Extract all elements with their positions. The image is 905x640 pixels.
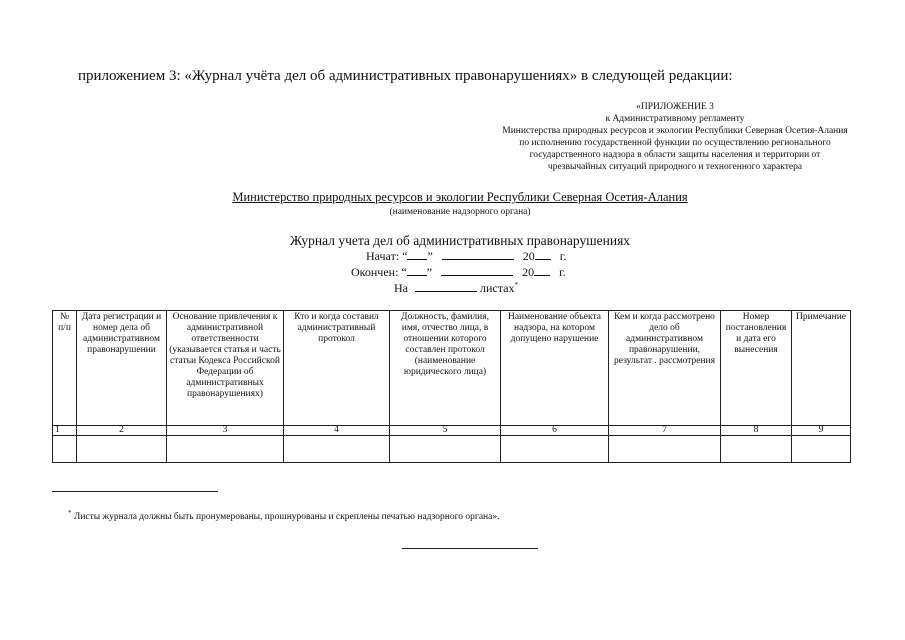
day-blank: [407, 249, 427, 260]
on-label: На: [394, 281, 408, 295]
journal-table: [52, 310, 851, 463]
started-line: [366, 249, 566, 264]
appendix-line: государственного надзора в области защиты населения и территории от: [529, 150, 821, 160]
number-cell: 3: [167, 426, 284, 436]
empty-cell: [390, 436, 501, 463]
table-row: [53, 436, 851, 463]
empty-cell: [501, 436, 609, 463]
lead-text: приложением 3: «Журнал учёта дел об административных правонарушениях» в следующей редакции:: [78, 68, 733, 84]
year-suffix: г.: [559, 265, 566, 279]
number-cell: 2: [77, 426, 167, 436]
appendix-line: «ПРИЛОЖЕНИЕ 3: [636, 102, 714, 112]
empty-cell: [77, 436, 167, 463]
sheets-blank: [415, 281, 477, 292]
number-cell: 8: [721, 426, 792, 436]
month-blank: [442, 249, 514, 260]
journal-title: Журнал учета дел об административных правонарушениях: [289, 233, 631, 248]
footnote-mark: *: [68, 509, 72, 517]
closing-divider: [402, 548, 538, 549]
appendix-line: к Административному регламенту: [605, 114, 745, 124]
table-number-row: [53, 426, 851, 436]
year-suffix: г.: [559, 249, 567, 263]
month-blank: [441, 265, 513, 276]
appendix-line: Министерства природных ресурсов и экологии Республики Северная Осетия-Алания: [502, 126, 848, 136]
number-cell: 1: [53, 426, 77, 436]
table-header-row: [53, 311, 851, 426]
year-prefix: 20: [522, 249, 535, 263]
quote-close: ”: [426, 265, 433, 279]
number-cell: 6: [501, 426, 609, 436]
year-blank: [535, 249, 551, 260]
organ-name: [140, 190, 780, 205]
year-blank: [534, 265, 550, 276]
ended-label: Окончен: “: [351, 265, 407, 279]
empty-cell: [284, 436, 390, 463]
year-prefix: 20: [522, 265, 535, 279]
empty-cell: [167, 436, 284, 463]
empty-cell: [792, 436, 851, 463]
header-cell: Дата регистрации и номер дела об административном правонарушении: [77, 311, 167, 426]
sheets-line: [394, 281, 518, 296]
sheets-label: листах: [480, 281, 515, 295]
header-cell: Должность, фамилия, имя, отчество лица, в отношении которого составлен протокол (наименование юридического лица): [390, 311, 501, 426]
quote-close: ”: [427, 249, 433, 263]
empty-cell: [721, 436, 792, 463]
header-cell: № п/п: [53, 311, 77, 426]
number-cell: 7: [609, 426, 721, 436]
day-blank: [407, 265, 427, 276]
ended-line: [351, 265, 566, 280]
started-label: Начат: “: [366, 249, 408, 263]
header-cell: Номер постановления и дата его вынесения: [721, 311, 792, 426]
header-cell: Кто и когда составил административный протокол: [284, 311, 390, 426]
appendix-header: [470, 101, 880, 173]
appendix-line: чрезвычайных ситуаций природного и техногенного характера: [547, 162, 803, 172]
footnote-mark: *: [514, 281, 518, 289]
header-cell: Кем и когда рассмотрено дело об административном правонарушении, результат . рассмотрения: [609, 311, 721, 426]
empty-cell: [609, 436, 721, 463]
footnote-text: Листы журнала должны быть пронумерованы, прошнурованы и скреплены печатью надзорного органа».: [73, 512, 500, 523]
organ-name-text: Министерство природных ресурсов и экологии Республики Северная Осетия-Алания: [232, 190, 688, 204]
appendix-line: по исполнению государственной функции по осуществлению регионального: [519, 138, 831, 148]
number-cell: 4: [284, 426, 390, 436]
organ-caption: (наименование надзорного органа): [389, 207, 531, 217]
header-cell: Наименование объекта надзора, на котором допущено нарушение: [501, 311, 609, 426]
number-cell: 9: [792, 426, 851, 436]
number-cell: 5: [390, 426, 501, 436]
header-cell: Основание привлечения к административной ответственности (указывается статья и часть статьи Кодекса Российской Федерации об административных правонарушениях): [167, 311, 284, 426]
footnote: [68, 509, 499, 522]
header-cell: Примечание: [792, 311, 851, 426]
empty-cell: [53, 436, 77, 463]
footnote-divider: [52, 491, 218, 492]
